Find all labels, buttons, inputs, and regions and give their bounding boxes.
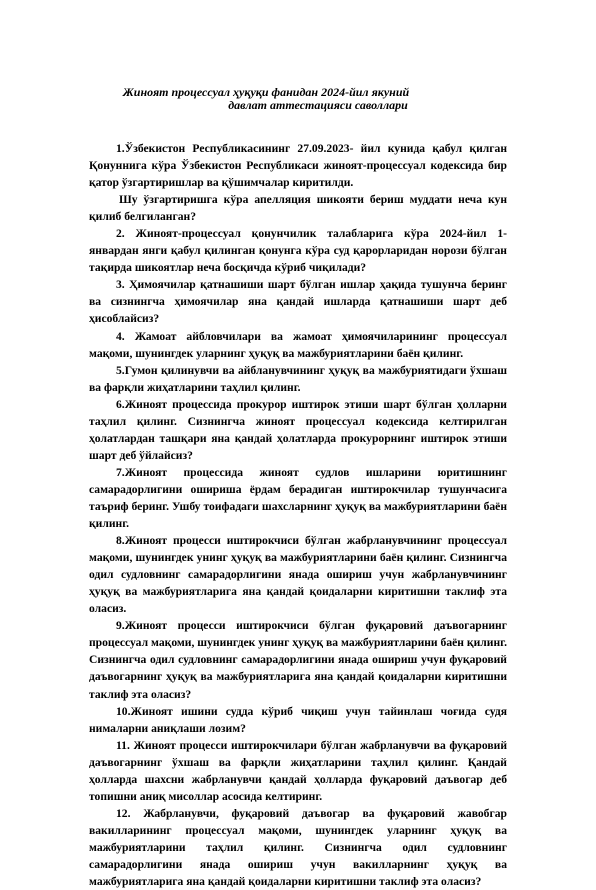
question-2: 2. Жиноят-процессуал қонунчилик талабларига кўра 2024-йил 1-январдан янги қабул қилинган қонунга кўра суд қарорларидан норози бўлган тақирда шикоятлар неча босқичда кўриб чиқилади? — [89, 227, 507, 275]
question-8: 8.Жиноят процесси иштирокчиси бўлган жабрланувчининг процессуал мақоми, шунингдек унинг ҳуқуқ ва мажбуриятларини баён қилинг. Сизнингча одил судловнинг самарадорлигини янада ошириш учун жабрланувчининг ҳуқуқ ва мажбуриятларига яна қандай қоидаларни киритишни таклиф эта оласиз. — [89, 534, 507, 616]
question-5: 5.Гумон қилинувчи ва айбланувчининг ҳуқуқ ва мажбуриятидаги ўхшаш ва фарқли жиҳатларини таҳлил қилинг. — [89, 363, 507, 394]
question-6: 6.Жиноят процессида прокурор иштирок этиши шарт бўлган ҳолларни таҳлил қилинг. Сизнингча жиноят процессуал кодексида келтирилган ҳолатлардан ташқари яна қандай ҳолатларда прокурорнинг иштирок этиши шарт деб ўйлайсиз? — [89, 397, 507, 462]
question-1: Шу ўзгартиришга кўра апелляция шикояти бериш муддати неча кун қилиб белгиланган? — [89, 193, 507, 224]
question-3: 3. Ҳимоячилар қатнашиши шарт бўлган ишлар ҳақида тушунча беринг ва сизнингча ҳимоячилар яна қандай ишларда қатнашиши шарт деб ҳисоблайсиз? — [89, 278, 507, 326]
question-7: 7.Жиноят процессида жиноят судлов ишларини юритишнинг самарадорлигини ошириша ёрдам берадиган иштирокчилар тушунчасига таъриф беринг. Ушбу тоифадаги шахсларнинг ҳуқуқ ва мажбуриятларини баён қилинг. — [89, 465, 507, 531]
question-9: 9.Жиноят процесси иштирокчиси бўлган фуқаровий даъвогарнинг процессуал мақоми, шунингдек унинг ҳуқуқ ва мажбуриятларини баён қилинг. Сизнингча одил судловнинг самарадорлигини янада ошириш учун фуқаровий даъвогарнинг ҳуқуқ ва мажбуриятларига яна қандай қоидаларни киритишни таклиф эта оласиз? — [89, 619, 507, 701]
question-1-intro: 1.Ўзбекистон Республикасининг 27.09.2023- йил кунида қабул қилган Қонуннига кўра Ўзбекистон Республикаси жиноят-процессуал кодексида бир қатор ўзгартиришлар ва қўшимчалар киритилди. — [89, 142, 507, 190]
question-12: 12. Жабрланувчи, фуқаровий даъвогар ва фуқаровий жавобгар вакилларининг процессуал мақоми, шунингдек уларнинг ҳуқуқ ва мажбуриятларини таҳлил қилинг. Сизнингча одил судловнинг самарадорлигини янада ошириш учун вакилларнинг ҳуқуқ ва мажбуриятларига яна қандай қоидаларни киритишни таклиф эта оласиз? — [89, 806, 507, 889]
question-10: 10.Жиноят ишини судда кўриб чиқиш учун тайинлаш чоғида судя нималарни аниқлаши лозим? — [89, 704, 507, 735]
question-11: 11. Жиноят процесси иштирокчилари бўлган жабрланувчи ва фуқаровий даъвогарнинг ўхшаш ва фарқли жиҳатларини таҳлил қилинг. Қандай ҳолларда шахсни жабрланувчи қандай ҳолларда фуқаровий даъвогар деб топишни аниқ мисоллар асосида келтиринг. — [89, 738, 507, 803]
document-subtitle: давлат аттестацияси саволлари — [228, 98, 408, 112]
question-list — [89, 140, 507, 890]
question-4: 4. Жамоат айбловчилари ва жамоат ҳимоячиларининг процессуал мақоми, шунингдек уларнинг ҳуқуқ ва мажбуриятларини баён қилинг. — [89, 329, 507, 360]
document-title: Жиноят процессуал ҳуқуқи фанидан 2024-йил якуний — [122, 85, 410, 99]
